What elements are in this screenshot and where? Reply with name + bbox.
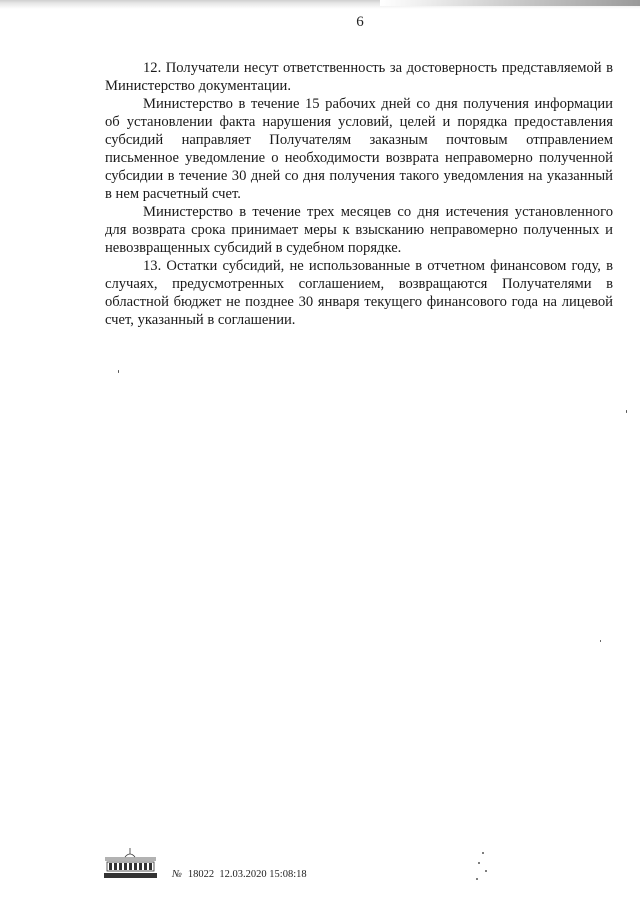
paragraph-12: 12. Получатели несут ответственность за достоверность представляемой в Министерство документации. bbox=[105, 60, 613, 94]
scan-speck bbox=[485, 870, 487, 872]
document-registration-line bbox=[172, 869, 307, 880]
paragraph-13: 13. Остатки субсидий, не использованные в отчетном финансовом году, в случаях, предусмотренных соглашением, возвращаются Получателями в областной бюджет не позднее 30 января текущего финансового года на лицевой счет, указанный в соглашении. bbox=[105, 258, 613, 328]
document-number: 18022 bbox=[187, 869, 215, 880]
scan-top-right-shadow bbox=[380, 0, 640, 6]
government-building-stamp-icon bbox=[103, 848, 158, 880]
scan-speck bbox=[482, 852, 484, 854]
paragraph-recovery: Министерство в течение трех месяцев со дня истечения установленного для возврата срока принимает меры к взысканию неправомерно полученных и невозвращенных субсидий в судебном порядке. bbox=[105, 204, 613, 256]
number-sign: № bbox=[172, 869, 182, 880]
scan-speck bbox=[118, 370, 119, 373]
scan-speck bbox=[478, 862, 480, 864]
scan-speck bbox=[626, 410, 627, 413]
document-body bbox=[105, 59, 613, 329]
scan-speck bbox=[600, 640, 601, 642]
scan-speck bbox=[476, 878, 478, 880]
page-number: 6 bbox=[356, 14, 364, 30]
document-timestamp: 12.03.2020 15:08:18 bbox=[219, 869, 307, 880]
paragraph-notification: Министерство в течение 15 рабочих дней со дня получения информации об установлении факта нарушения условий, целей и порядка предоставления субсидий направляет Получателям заказным почтовым отправлением письменное уведомление о необходимости возврата неправомерно полученной субсидии в течение 30 дней со дня получения такого уведомления на указанный в нем расчетный счет. bbox=[105, 96, 613, 202]
